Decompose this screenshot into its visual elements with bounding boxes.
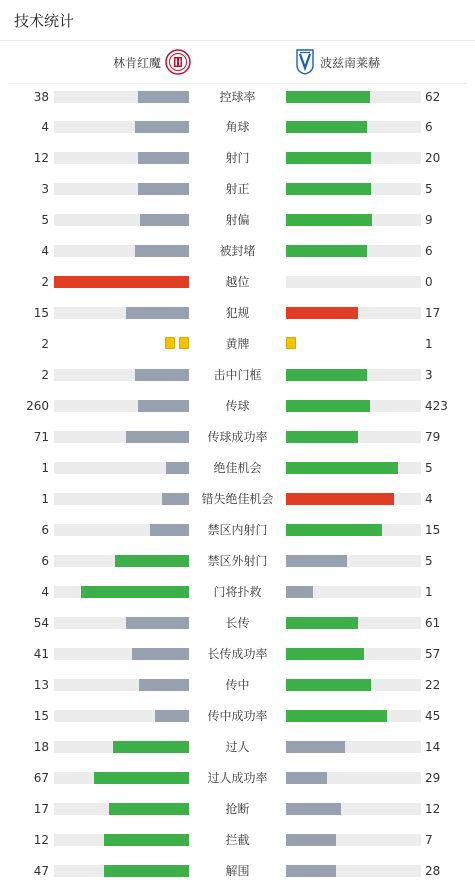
stat-label: 传球成功率 (207, 430, 268, 445)
home-stat-bar-track (54, 462, 189, 474)
away-stat-value: 79 (425, 430, 441, 445)
home-stat-bar (140, 214, 189, 226)
away-stat-bar-track (286, 741, 421, 753)
away-stat-bar (286, 524, 382, 536)
away-stat-value: 45 (425, 708, 441, 723)
away-stat-bar-track (286, 462, 421, 474)
away-stat-bar (286, 803, 341, 815)
away-team-name: 波兹南莱赫 (320, 55, 381, 70)
away-stat-bar-track (286, 245, 421, 257)
home-stat-bar (115, 555, 189, 567)
home-stat-value: 4 (41, 244, 49, 259)
home-stat-bar-track (54, 214, 189, 226)
stat-row (0, 143, 475, 174)
stat-label: 控球率 (219, 89, 256, 104)
away-yellow-cards (286, 337, 296, 350)
stat-label: 长传 (225, 615, 250, 630)
home-stat-value: 15 (33, 708, 49, 723)
stat-row (0, 546, 475, 577)
away-stat-value: 1 (425, 584, 433, 599)
home-stat-value: 2 (41, 275, 49, 290)
away-stat-bar-track (286, 555, 421, 567)
stat-label: 犯规 (225, 306, 250, 321)
home-stat-bar (109, 803, 189, 815)
home-stat-bar (126, 617, 189, 629)
home-stat-bar-track (54, 307, 189, 319)
stat-row (0, 670, 475, 701)
stat-label: 角球 (225, 120, 250, 135)
away-stat-bar (286, 555, 347, 567)
away-stat-bar (286, 245, 367, 257)
home-stat-value: 2 (41, 368, 49, 383)
home-stat-bar-track (54, 524, 189, 536)
home-stat-value: 41 (33, 646, 49, 661)
away-stat-value: 9 (425, 213, 433, 228)
away-stat-bar (286, 679, 371, 691)
stat-row (0, 329, 475, 360)
away-stat-value: 3 (425, 368, 433, 383)
stat-label: 错失绝佳机会 (201, 491, 274, 506)
stat-row (0, 391, 475, 422)
stat-row (0, 422, 475, 453)
away-stat-bar (286, 586, 313, 598)
home-stat-bar (162, 493, 189, 505)
away-stat-bar (286, 865, 336, 877)
away-stat-bar-track (286, 214, 421, 226)
away-stat-value: 4 (425, 491, 433, 506)
away-stat-value: 20 (425, 151, 441, 166)
away-stat-bar-track (286, 121, 421, 133)
home-stat-value: 54 (33, 615, 49, 630)
away-stat-bar-track (286, 91, 421, 103)
away-stat-bar-track (286, 400, 421, 412)
stat-label: 传球 (225, 399, 250, 414)
home-stat-value: 3 (41, 182, 49, 197)
stat-label: 过人成功率 (207, 770, 268, 785)
away-stat-value: 28 (425, 863, 441, 878)
away-stat-value: 17 (425, 306, 441, 321)
stat-label: 击中门框 (213, 368, 262, 383)
home-stat-bar (135, 245, 189, 257)
away-stat-bar-track (286, 679, 421, 691)
stat-label: 长传成功率 (207, 646, 268, 661)
away-stat-value: 5 (425, 182, 433, 197)
stat-row (0, 205, 475, 236)
away-stat-value: 5 (425, 461, 433, 476)
home-team[interactable] (113, 49, 191, 75)
away-stat-bar (286, 183, 371, 195)
yellow-card-icon (179, 337, 189, 349)
home-stat-value: 6 (41, 553, 49, 568)
away-stat-bar-track (286, 865, 421, 877)
home-stat-bar-track (54, 91, 189, 103)
away-stat-bar (286, 834, 336, 846)
home-stat-bar-track (54, 121, 189, 133)
away-stat-value: 61 (425, 615, 441, 630)
away-stat-bar-track (286, 431, 421, 443)
home-stat-bar-track (54, 276, 189, 288)
stat-row (0, 639, 475, 670)
home-stat-bar (94, 772, 189, 784)
away-stat-bar (286, 121, 367, 133)
stat-row (0, 794, 475, 825)
yellow-card-icon (286, 337, 296, 349)
away-team[interactable] (296, 49, 380, 75)
home-stat-bar (54, 276, 189, 288)
home-team-crest-icon (165, 49, 191, 75)
stat-row (0, 484, 475, 515)
away-stat-bar-track (286, 586, 421, 598)
stat-row (0, 453, 475, 484)
away-stat-bar (286, 307, 358, 319)
home-stat-value: 5 (41, 213, 49, 228)
home-stat-bar-track (54, 493, 189, 505)
home-stat-bar-track (54, 431, 189, 443)
away-stat-value: 0 (425, 275, 433, 290)
page-title-text: 技术统计 (14, 11, 75, 30)
home-stat-bar-track (54, 183, 189, 195)
stat-label: 射正 (225, 182, 250, 197)
home-stat-bar (126, 431, 189, 443)
away-team-crest-icon (296, 49, 314, 75)
yellow-card-icon (165, 337, 175, 349)
home-stat-bar (113, 741, 189, 753)
away-stat-bar (286, 214, 372, 226)
away-stat-bar (286, 462, 398, 474)
home-stat-value: 12 (33, 832, 49, 847)
home-stat-bar (132, 648, 189, 660)
away-stat-bar-track (286, 152, 421, 164)
home-stat-bar (166, 462, 189, 474)
home-stat-value: 2 (41, 337, 49, 352)
stat-row (0, 82, 475, 113)
stat-label: 禁区外射门 (207, 553, 268, 568)
stat-row (0, 112, 475, 143)
away-stat-bar-track (286, 803, 421, 815)
stat-label: 传中成功率 (207, 708, 268, 723)
home-stat-bar-track (54, 803, 189, 815)
home-stat-value: 1 (41, 491, 49, 506)
home-stat-value: 1 (41, 461, 49, 476)
home-stat-bar-track (54, 586, 189, 598)
away-stat-value: 57 (425, 646, 441, 661)
away-stat-bar-track (286, 617, 421, 629)
away-stat-value: 22 (425, 677, 441, 692)
away-stat-bar (286, 369, 367, 381)
home-team-name: 林肯红魔 (113, 55, 162, 70)
home-stat-bar (139, 679, 189, 691)
home-stat-bar (104, 865, 189, 877)
away-stat-value: 62 (425, 89, 441, 104)
stat-row (0, 236, 475, 267)
home-stat-bar (155, 710, 189, 722)
stat-label: 解围 (225, 863, 250, 878)
away-stat-bar-track (286, 493, 421, 505)
away-stat-bar-track (286, 369, 421, 381)
stat-label: 拦截 (225, 832, 250, 847)
home-stat-bar-track (54, 679, 189, 691)
home-stat-bar (81, 586, 189, 598)
away-stat-bar (286, 431, 358, 443)
home-stat-bar-track (54, 865, 189, 877)
away-stat-value: 423 (425, 399, 448, 414)
away-stat-bar-track (286, 648, 421, 660)
home-stat-bar (104, 834, 189, 846)
away-stat-bar-track (286, 524, 421, 536)
stat-row (0, 298, 475, 329)
away-stat-value: 29 (425, 770, 441, 785)
home-stat-value: 12 (33, 151, 49, 166)
stat-row (0, 856, 475, 887)
stat-label: 越位 (225, 275, 250, 290)
stat-row (0, 608, 475, 639)
home-stat-value: 4 (41, 120, 49, 135)
home-stat-bar-track (54, 400, 189, 412)
stat-label: 射偏 (225, 213, 250, 228)
team-header (8, 41, 467, 84)
home-stat-bar-track (54, 741, 189, 753)
away-stat-bar (286, 648, 364, 660)
stat-label: 过人 (225, 739, 250, 754)
stat-label: 禁区内射门 (207, 522, 268, 537)
away-stat-value: 6 (425, 244, 433, 259)
away-stat-bar (286, 400, 370, 412)
away-stat-bar-track (286, 307, 421, 319)
home-stat-bar-track (54, 245, 189, 257)
away-stat-bar-track (286, 183, 421, 195)
away-stat-value: 15 (425, 522, 441, 537)
home-stat-value: 260 (26, 399, 49, 414)
stat-label: 被封堵 (219, 244, 256, 259)
home-stat-value: 71 (33, 430, 49, 445)
home-stat-bar (138, 400, 189, 412)
home-stat-value: 67 (33, 770, 49, 785)
away-stat-bar-track (286, 710, 421, 722)
away-stat-bar (286, 91, 370, 103)
home-stat-bar (135, 369, 189, 381)
stat-label: 门将扑救 (213, 584, 262, 599)
home-stat-bar (138, 152, 189, 164)
home-stat-value: 18 (33, 739, 49, 754)
home-stat-bar (138, 91, 189, 103)
away-stat-bar-track (286, 276, 421, 288)
home-stat-bar-track (54, 555, 189, 567)
page-title (0, 0, 475, 41)
home-stat-value: 15 (33, 306, 49, 321)
home-stat-value: 47 (33, 863, 49, 878)
stat-row (0, 577, 475, 608)
home-stat-bar-track (54, 369, 189, 381)
home-stat-value: 6 (41, 522, 49, 537)
home-stat-bar (135, 121, 189, 133)
away-stat-bar (286, 772, 327, 784)
away-stat-bar (286, 617, 358, 629)
away-stat-value: 6 (425, 120, 433, 135)
home-stat-bar (126, 307, 189, 319)
stat-label: 射门 (225, 151, 250, 166)
home-stat-bar-track (54, 152, 189, 164)
home-stat-bar (150, 524, 189, 536)
home-stat-bar-track (54, 710, 189, 722)
away-stat-bar (286, 152, 371, 164)
home-stat-bar-track (54, 648, 189, 660)
stat-row (0, 825, 475, 856)
stat-label: 黄牌 (225, 337, 250, 352)
away-stat-value: 1 (425, 337, 433, 352)
away-stat-value: 5 (425, 553, 433, 568)
home-stat-bar-track (54, 617, 189, 629)
stat-row (0, 701, 475, 732)
away-stat-bar (286, 710, 387, 722)
stat-row (0, 763, 475, 794)
home-stat-bar-track (54, 834, 189, 846)
stat-row (0, 732, 475, 763)
away-stat-value: 7 (425, 832, 433, 847)
away-stat-bar (286, 741, 345, 753)
away-stat-bar-track (286, 772, 421, 784)
home-stat-value: 38 (33, 89, 49, 104)
home-stat-value: 13 (33, 677, 49, 692)
stat-row (0, 174, 475, 205)
home-stat-bar (138, 183, 189, 195)
home-stat-value: 4 (41, 584, 49, 599)
home-yellow-cards (165, 337, 189, 350)
stat-label: 绝佳机会 (213, 461, 262, 476)
away-stat-bar (286, 493, 394, 505)
away-stat-bar-track (286, 834, 421, 846)
home-stat-value: 17 (33, 801, 49, 816)
stat-row (0, 360, 475, 391)
stats-list (0, 84, 475, 888)
stat-label: 传中 (225, 677, 250, 692)
home-stat-bar-track (54, 772, 189, 784)
stat-row (0, 515, 475, 546)
away-stat-value: 12 (425, 801, 441, 816)
stat-label: 抢断 (225, 801, 250, 816)
away-stat-value: 14 (425, 739, 441, 754)
stat-row (0, 267, 475, 298)
